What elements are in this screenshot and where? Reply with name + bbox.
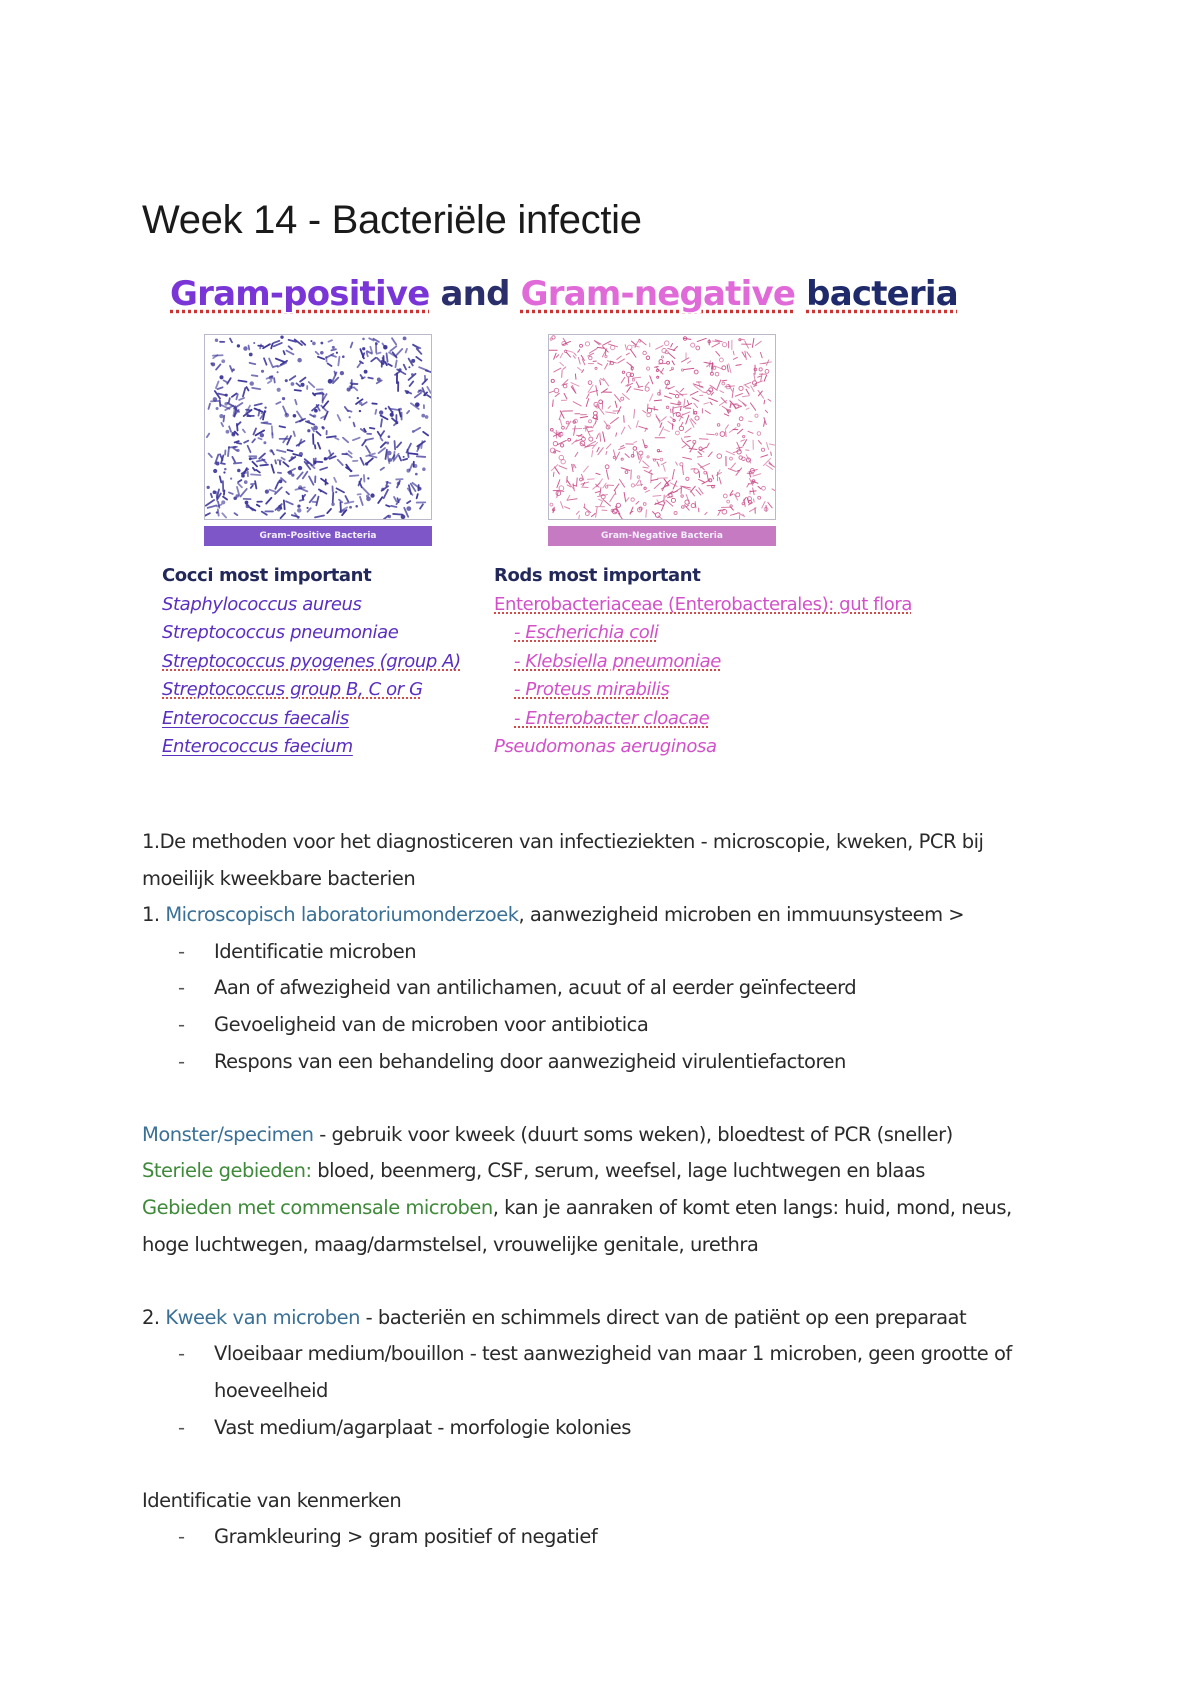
spacer	[142, 1446, 1042, 1483]
bullet-text: Respons van een behandeling door aanwezigheid virulentiefactoren	[214, 1049, 846, 1073]
cocci-item: Enterococcus faecium	[162, 736, 353, 757]
section-2-link: Kweek van microben	[165, 1305, 360, 1329]
cocci-item: Enterococcus faecalis	[162, 707, 349, 729]
intro-paragraph-line: moeilijk kweekbare bacterien	[142, 866, 416, 890]
rods-list	[494, 562, 924, 762]
cocci-heading: Cocci most important	[162, 565, 372, 586]
section-1-number: 1.	[142, 903, 166, 927]
heading-and: and	[440, 274, 510, 314]
bullet-text: Gramkleuring > gram positief of negatief	[214, 1525, 598, 1549]
bullet-dash: -	[178, 1342, 185, 1366]
commensal-label: Gebieden met commensale microben	[142, 1195, 493, 1219]
cocci-item: Streptococcus group B, C or G	[162, 679, 423, 700]
document-body	[142, 824, 1042, 1556]
rods-item: - Proteus mirabilis	[514, 679, 670, 700]
bullet-text: Vloeibaar medium/bouillon - test aanwezigheid van maar 1 microben, geen grootte of	[214, 1342, 1012, 1366]
section-1-bullet	[142, 970, 1042, 1007]
section-1-heading	[142, 897, 1042, 934]
sterile-line	[142, 1153, 1042, 1190]
commensal-text: , kan je aanraken of komt eten langs: huid, mond, neus,	[492, 1195, 1012, 1219]
bullet-dash: -	[178, 1049, 185, 1073]
section-2-bullet	[142, 1336, 1042, 1373]
commensal-line	[142, 1190, 1042, 1227]
rods-item: Pseudomonas aeruginosa	[494, 736, 717, 757]
gram-positive-micrograph	[204, 334, 432, 520]
section-1-rest: , aanwezigheid microben en immuunsysteem >	[518, 903, 965, 927]
identification-bullet	[142, 1519, 1042, 1556]
cocci-item: Streptococcus pyogenes (group A)	[162, 650, 461, 672]
bullet-text: hoeveelheid	[214, 1378, 328, 1402]
commensal-line-2: hoge luchtwegen, maag/darmstelsel, vrouwelijke genitale, urethra	[142, 1232, 759, 1256]
intro-paragraph-line: 1.De methoden voor het diagnosticeren van infectieziekten - microscopie, kweken, PCR bij	[142, 830, 984, 853]
cocci-list	[162, 562, 502, 762]
rods-heading: Rods most important	[494, 565, 701, 586]
section-2-bullet-continued	[142, 1373, 1042, 1410]
section-2-rest: - bacteriën en schimmels direct van de patiënt op een preparaat	[359, 1305, 967, 1329]
section-1-link: Microscopisch laboratoriumonderzoek	[165, 903, 519, 927]
figure-heading	[170, 274, 958, 314]
bullet-text: Aan of afwezigheid van antilichamen, acuut of al eerder geïnfecteerd	[214, 976, 857, 1000]
section-1-bullet	[142, 1007, 1042, 1044]
specimen-text: - gebruik voor kweek (duurt soms weken), bloedtest of PCR (sneller)	[313, 1122, 953, 1146]
bullet-dash: -	[178, 976, 185, 1000]
heading-gram-positive: Gram-positive	[170, 274, 430, 314]
identification-heading: Identificatie van kenmerken	[142, 1488, 402, 1512]
sterile-label: Steriele gebieden:	[142, 1159, 312, 1183]
section-1-bullet	[142, 1044, 1042, 1081]
gram-negative-micrograph	[548, 334, 776, 520]
gram-stain-figure	[150, 262, 958, 772]
section-2-heading	[142, 1300, 1042, 1337]
spacer	[142, 1080, 1042, 1117]
specimen-label: Monster/specimen	[142, 1122, 314, 1146]
rods-item: - Klebsiella pneumoniae	[514, 650, 721, 672]
bullet-text: Identificatie microben	[214, 939, 417, 963]
section-2-number: 2.	[142, 1305, 166, 1329]
cocci-item: Staphylococcus aureus	[162, 593, 362, 615]
rods-item: - Escherichia coli	[514, 622, 659, 643]
spacer	[142, 1263, 1042, 1300]
page-title: Week 14 - Bacteriële infectie	[142, 198, 642, 242]
bullet-dash: -	[178, 939, 185, 963]
rods-item: - Enterobacter cloacae	[514, 707, 710, 729]
gram-positive-caption: Gram-Positive Bacteria	[204, 526, 432, 546]
gram-negative-caption: Gram-Negative Bacteria	[548, 526, 776, 546]
sterile-text: bloed, beenmerg, CSF, serum, weefsel, lage luchtwegen en blaas	[311, 1159, 925, 1183]
heading-gram-negative: Gram-negative	[520, 274, 796, 314]
specimen-line	[142, 1117, 1042, 1154]
section-1-bullet	[142, 934, 1042, 971]
rods-item: Enterobacteriaceae (Enterobacterales): gut flora	[494, 593, 912, 615]
cocci-item: Streptococcus pneumoniae	[162, 622, 399, 643]
bullet-text: Gevoeligheid van de microben voor antibiotica	[214, 1012, 649, 1036]
bullet-dash: -	[178, 1525, 185, 1549]
bullet-dash: -	[178, 1012, 185, 1036]
bullet-dash: -	[178, 1415, 185, 1439]
heading-bacteria: bacteria	[806, 274, 958, 314]
bullet-text: Vast medium/agarplaat - morfologie kolonies	[214, 1415, 631, 1439]
section-2-bullet	[142, 1410, 1042, 1447]
